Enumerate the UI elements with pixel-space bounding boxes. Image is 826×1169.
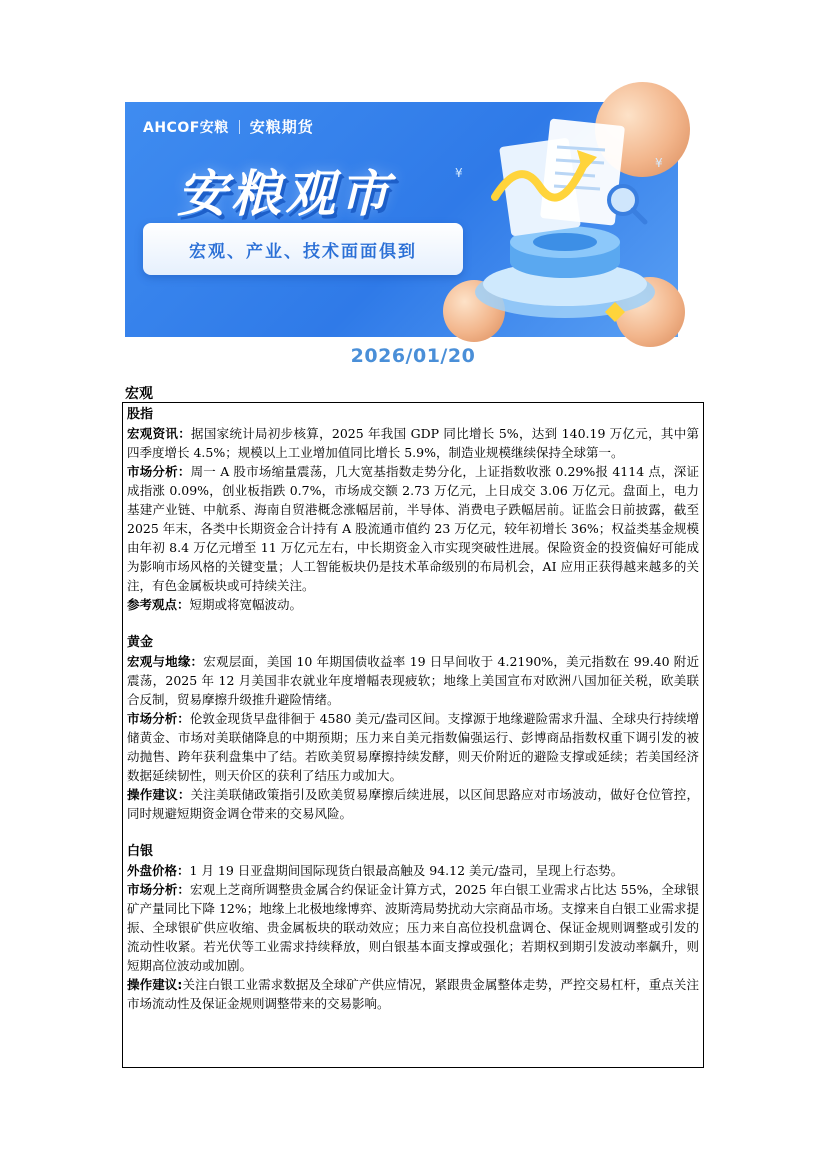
paragraph-text: 宏观上芝商所调整贵金属合约保证金计算方式，2025 年白银工业需求占比达 55%，全球银矿产量同比下降 12%；地缘上北极地缘博弈、波斯湾局势扰动大宗商品市场。支撑来自白银工业需求提振、全球银矿供应收缩、贵金属板块的联动效应；压力来自高位投机盘调仓、保证金规则调整或引发的流动性收紧。若光伏等工业需求持续释放，则白银基本面支撑或强化；若期权到期引发波动率飙升，则短期高位波动或加剧。 <box>127 882 699 973</box>
paragraph <box>127 785 699 823</box>
paragraph-label: 外盘价格： <box>127 863 190 878</box>
paragraph <box>127 880 699 975</box>
paragraph-text: 1 月 19 日亚盘期间国际现货白银最高触及 94.12 美元/盎司，呈现上行态势。 <box>189 863 624 878</box>
report-date: 2026/01/20 <box>350 345 476 367</box>
svg-text:¥: ¥ <box>655 156 663 170</box>
logo-divider <box>239 120 240 134</box>
paragraph-label: 市场分析： <box>127 711 190 726</box>
banner-subtitle: 宏观、产业、技术面面俱到 <box>189 241 417 262</box>
spacer <box>127 823 699 842</box>
paragraph-label: 操作建议： <box>127 787 191 802</box>
content-box <box>122 402 704 1068</box>
paragraph-label: 市场分析： <box>127 882 191 897</box>
paragraph-text: 关注白银工业需求数据及全球矿产供应情况，紧跟贵金属整体走势，严控交易杠杆，重点关注市场流动性及保证金规则调整带来的交易影响。 <box>127 977 699 1011</box>
paragraph-text: 宏观层面，美国 10 年期国债收益率 19 日早间收于 4.2190%，美元指数在 99.40 附近震荡，2025 年 12 月美国非农就业年度增幅表现疲软；地缘上美国宣布对欧洲八国加征关税，欧美联合反制，贸易摩擦升级推升避险情绪。 <box>127 654 699 707</box>
paragraph <box>127 595 699 614</box>
paragraph-text: 关注美联储政策指引及欧美贸易摩擦后续进展，以区间思路应对市场波动，做好仓位管控，同时规避短期资金调仓带来的交易风险。 <box>127 787 699 821</box>
svg-text:¥: ¥ <box>455 166 463 180</box>
paragraph-label: 宏观资讯： <box>127 426 192 441</box>
paragraph-text: 周一 A 股市场缩量震荡，几大宽基指数走势分化，上证指数收涨 0.29%报 4114 点，深证成指涨 0.09%，创业板指跌 0.7%，市场成交额 2.73 万亿元，上日成交 3.06 万亿元。盘面上，电力基建产业链、中航系、海南自贸港概念涨幅居前，半导体、消费电子跌幅居前。证监会日前披露，截至 2025 年末，各类中长期资金合计持有 A 股流通市值约 23 万亿元，较年初增长 36%；权益类基金规模由年初 8.4 万亿元增至 11 万亿元左右，中长期资金入市实现突破性进展。保险资金的投资偏好可能成为影响市场风格的关键变量；人工智能板块仍是技术革命级别的布局机会，AI 应用正获得越来越多的关注，有色金属板块或可持续关注。 <box>127 464 699 593</box>
paragraph <box>127 709 699 785</box>
paragraph-label: 操作建议: <box>127 977 183 992</box>
paragraph-label: 市场分析： <box>127 464 191 479</box>
paragraph <box>127 652 699 709</box>
paragraph <box>127 462 699 595</box>
banner-title: 安粮观市 <box>177 165 393 223</box>
paragraph-text: 据国家统计局初步核算，2025 年我国 GDP 同比增长 5%，达到 140.19 万亿元，其中第四季度增长 4.5%；规模以上工业增加值同比增长 5.9%，制造业规模继续保持全球第一。 <box>127 426 699 460</box>
block-heading-silver: 白银 <box>127 844 154 859</box>
paragraph-text: 伦敦金现货早盘徘徊于 4580 美元/盎司区间。支撑源于地缘避险需求升温、全球央行持续增储黄金、市场对美联储降息的中期预期；压力来自美元指数偏强运行、彭博商品指数权重下调引发的被动抛售、跨年获利盘集中了结。若欧美贸易摩擦持续发酵，则天价附近的避险支撑或延续；若美国经济数据延续韧性，则天价区的获利了结压力或加大。 <box>127 711 699 783</box>
banner-subtitle-box <box>143 223 463 275</box>
section-title: 宏观 <box>125 386 153 402</box>
header-banner <box>125 102 678 337</box>
block-heading-gold: 黄金 <box>127 635 154 650</box>
company-logo <box>143 116 314 137</box>
paragraph-text: 短期或将宽幅波动。 <box>189 597 303 612</box>
paragraph <box>127 861 699 880</box>
logo-mark: AHCOF安粮 <box>143 119 229 136</box>
paragraph <box>127 424 699 462</box>
block-heading-stock-index: 股指 <box>127 407 154 422</box>
company-name: 安粮期货 <box>249 118 314 136</box>
finance-illustration-icon <box>455 102 678 337</box>
paragraph-label: 宏观与地缘： <box>127 654 204 669</box>
paragraph <box>127 975 699 1013</box>
spacer <box>127 614 699 633</box>
paragraph-label: 参考观点： <box>127 597 190 612</box>
